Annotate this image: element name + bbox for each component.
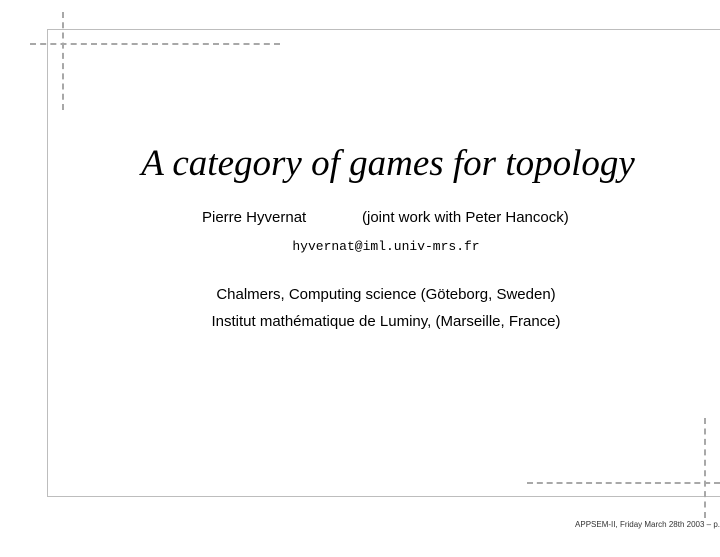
collaboration-note: (joint work with Peter Hancock) — [362, 209, 569, 226]
crop-mark-top-left-horizontal — [30, 43, 280, 45]
crop-mark-bottom-right-vertical — [704, 418, 706, 518]
slide-title: A category of games for topology — [141, 143, 635, 184]
crop-mark-top-left-vertical — [62, 12, 64, 110]
slide-frame — [47, 29, 720, 497]
affiliation-chalmers: Chalmers, Computing science (Göteborg, Sweden) — [216, 286, 556, 303]
footer-text: APPSEM-II, Friday March 28th 2003 – p. — [575, 520, 720, 529]
author-name: Pierre Hyvernat — [202, 209, 307, 226]
author-email: hyvernat@iml.univ-mrs.fr — [292, 239, 480, 254]
affiliation-luminy: Institut mathématique de Luminy, (Marseille, France) — [211, 313, 561, 330]
crop-mark-bottom-right-horizontal — [527, 482, 720, 484]
